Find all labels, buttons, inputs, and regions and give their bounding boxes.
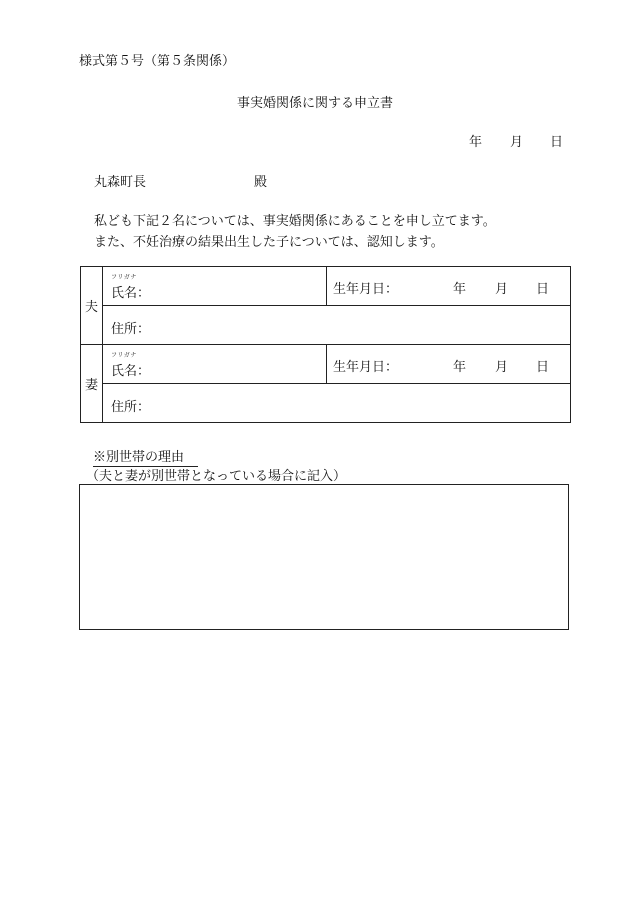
husband-name-cell[interactable] [103, 267, 327, 306]
form-number: 様式第５号（第５条関係） [79, 54, 236, 69]
parties-table [80, 266, 571, 423]
statement-line-1: 私ども下記２名については、事実婚関係にあることを申し立てます。 [94, 214, 496, 229]
husband-address-row [81, 306, 571, 345]
husband-birthdate-cell[interactable] [327, 267, 571, 306]
wife-birth-day-label: 日 [536, 360, 550, 375]
date-month-label: 月 [510, 135, 524, 150]
separate-household-note: （夫と妻が別世帯となっている場合に記入） [86, 469, 347, 484]
separate-household-reason-box[interactable] [79, 484, 569, 630]
wife-furigana-label: フリガナ [111, 352, 137, 359]
husband-furigana-label: フリガナ [111, 274, 137, 281]
husband-birth-year-label: 年 [453, 282, 467, 297]
wife-birthdate-cell[interactable] [327, 345, 571, 384]
addressee-suffix: 殿 [254, 175, 268, 190]
date-year-label: 年 [469, 135, 483, 150]
wife-role-label: 妻 [81, 345, 103, 423]
husband-address-cell[interactable] [103, 306, 571, 345]
wife-address-cell[interactable] [103, 384, 571, 423]
wife-address-row [81, 384, 571, 423]
husband-birth-day-label: 日 [536, 282, 550, 297]
wife-name-row [81, 345, 571, 384]
addressee-name: 丸森町長 [94, 175, 147, 190]
husband-role-label: 夫 [81, 267, 103, 345]
wife-birth-year-label: 年 [453, 360, 467, 375]
wife-birthdate-label: 生年月日： [333, 360, 399, 375]
separate-household-title: ※別世帯の理由 [93, 446, 198, 467]
husband-name-label: 氏名： [111, 286, 151, 301]
document-title: 事実婚関係に関する申立書 [236, 96, 393, 111]
wife-name-label: 氏名： [111, 364, 151, 379]
wife-name-cell[interactable] [103, 345, 327, 384]
wife-birth-month-label: 月 [495, 360, 509, 375]
date-day-label: 日 [550, 135, 564, 150]
statement-line-2: また、不妊治療の結果出生した子については、認知します。 [94, 235, 444, 250]
husband-birthdate-label: 生年月日： [333, 282, 399, 297]
husband-name-row [81, 267, 571, 306]
husband-address-label: 住所： [111, 322, 151, 337]
wife-address-label: 住所： [111, 400, 151, 415]
husband-birth-month-label: 月 [495, 282, 509, 297]
